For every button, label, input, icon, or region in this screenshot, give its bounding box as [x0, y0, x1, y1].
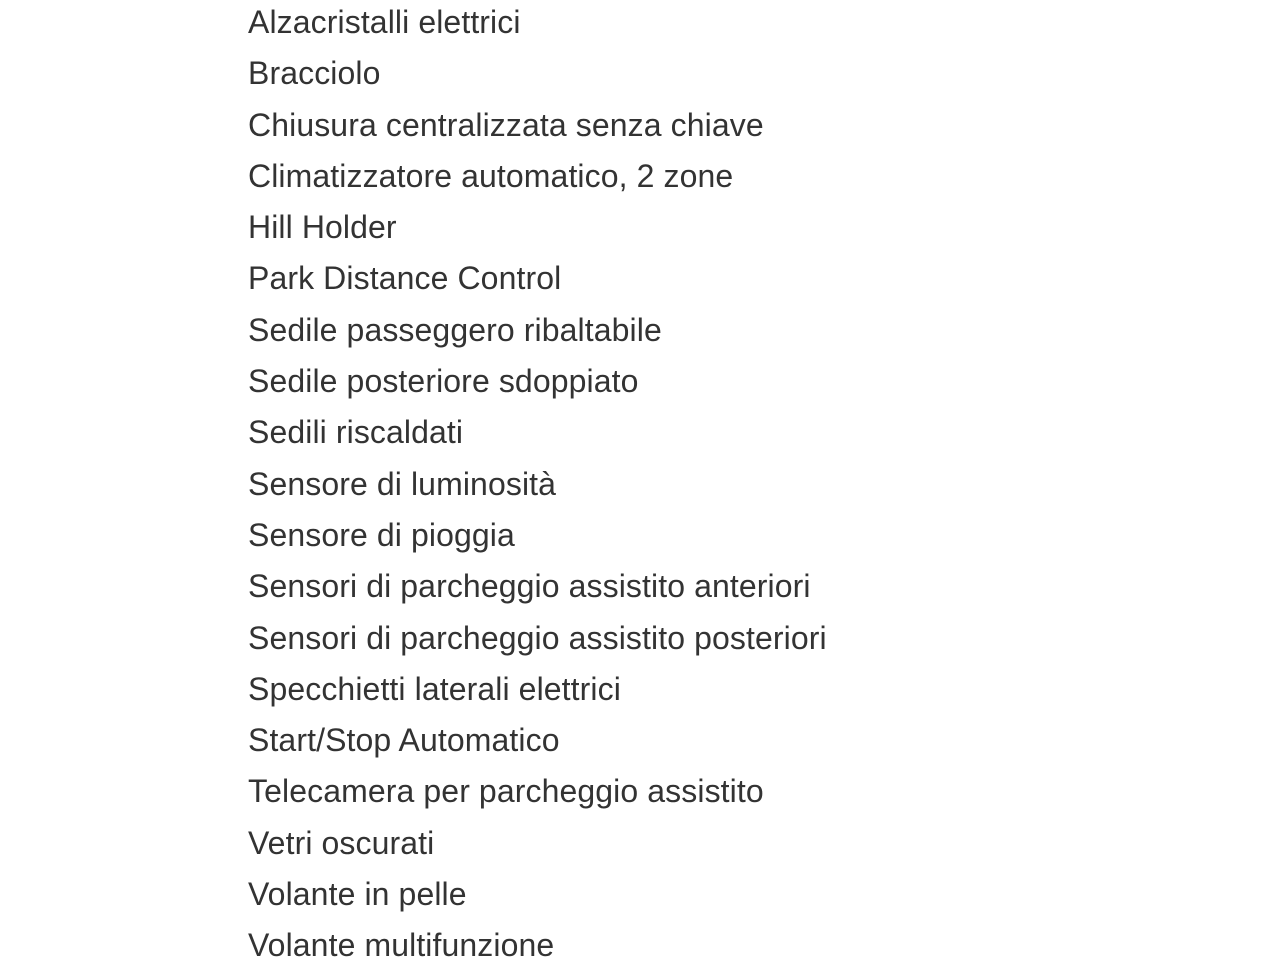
feature-item-split-rear-seat: Sedile posteriore sdoppiato: [248, 363, 639, 400]
feature-item-electric-mirrors: Specchietti laterali elettrici: [248, 670, 621, 707]
feature-item-parking-camera: Telecamera per parcheggio assistito: [248, 773, 764, 810]
feature-item-park-distance-control: Park Distance Control: [248, 260, 562, 297]
feature-item-folding-passenger-seat: Sedile passeggero ribaltabile: [248, 311, 662, 348]
feature-item-light-sensor: Sensore di luminosità: [248, 465, 557, 502]
feature-item-multifunction-steering-wheel: Volante multifunzione: [248, 927, 555, 964]
feature-item-start-stop: Start/Stop Automatico: [248, 722, 560, 759]
feature-item-rear-parking-sensors: Sensori di parcheggio assistito posteriori: [248, 619, 827, 656]
feature-item-hill-holder: Hill Holder: [248, 209, 397, 246]
feature-item-power-windows: Alzacristalli elettrici: [248, 4, 521, 40]
feature-item-heated-seats: Sedili riscaldati: [248, 414, 464, 451]
feature-item-rain-sensor: Sensore di pioggia: [248, 516, 515, 553]
feature-item-tinted-windows: Vetri oscurati: [248, 824, 435, 861]
feature-item-leather-steering-wheel: Volante in pelle: [248, 876, 467, 913]
feature-item-dual-zone-climate: Climatizzatore automatico, 2 zone: [248, 157, 734, 194]
feature-item-keyless-central-locking: Chiusura centralizzata senza chiave: [248, 106, 764, 143]
feature-item-armrest: Bracciolo: [248, 55, 381, 92]
feature-list: [248, 0, 827, 972]
feature-item-front-parking-sensors: Sensori di parcheggio assistito anteriori: [248, 568, 811, 605]
